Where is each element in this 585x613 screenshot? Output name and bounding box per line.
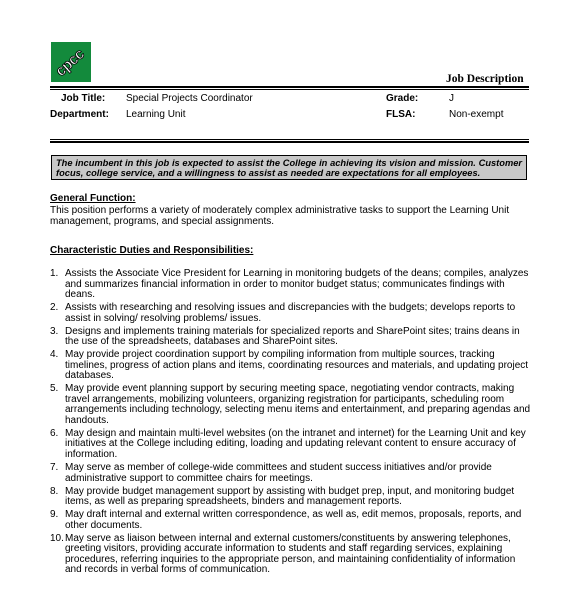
- item-number: 10.: [50, 532, 64, 544]
- job-title-label: Job Title:: [61, 93, 106, 104]
- grade-value: J: [449, 93, 454, 104]
- item-text: Assists with researching and resolving issues and discrepancies with the budgets; develops reports to assist in solving/ resolving problems/ issues.: [65, 302, 516, 324]
- item-number: 4.: [50, 349, 59, 361]
- item-text: Assists the Associate Vice President for Learning in monitoring budgets of the deans; compiles, analyzes and summarizes financial information in order to monitor budget status; communicates findings with deans.: [65, 268, 529, 300]
- item-number: 3.: [50, 325, 59, 337]
- item-number: 6.: [50, 427, 59, 439]
- item-text: May design and maintain multi-level websites (on the intranet and internet) for the Learning Unit and key initiatives at the College including editing, loading and updating relevant content to ensure accuracy of information.: [65, 427, 526, 460]
- department-label: Department:: [50, 109, 109, 120]
- list-item: [50, 303, 532, 324]
- item-text: May serve as liaison between internal and external customers/constituents by answering telephones, greeting visitors, providing accurate information to students and staff regarding services, explaining procedures, referring inquiries to the appropriate person, and maintaining confidentiality of information and records in verbal forms of communication.: [65, 532, 516, 576]
- list-item: [50, 510, 532, 531]
- header-top-rule: [50, 86, 529, 88]
- header-bottom-rule: [50, 141, 529, 143]
- general-function-text: This position performs a variety of moderately complex administrative tasks to support the Learning Unit management, programs, and special assignments.: [50, 205, 510, 227]
- item-text: May provide event planning support by securing meeting space, negotiating vendor contracts, making travel arrangements, mobilizing volunteers, organizing registration for participants, scheduling room arrangements including technology, selecting menu items and entertainment, and preparing agendas and handouts.: [65, 383, 531, 426]
- item-text: Designs and implements training materials for specialized reports and SharePoint sites; trains deans in the use of the spreadsheets, databases and SharePoint sites.: [65, 325, 520, 348]
- item-number: 9.: [50, 509, 59, 521]
- logo-text: cpcc: [52, 45, 88, 80]
- item-text: May provide project coordination support by compiling information from multiple sources, tracking timelines, progress of action plans and items, coordinating resources and materials, and updating project databases.: [65, 349, 529, 382]
- grade-label: Grade:: [386, 93, 419, 104]
- logo-mark: [51, 42, 91, 82]
- document-title: Job Description: [446, 73, 524, 85]
- list-item: [50, 463, 532, 484]
- department-value: Learning Unit: [126, 109, 186, 120]
- item-number: 7.: [50, 462, 59, 474]
- college-logo: [51, 42, 91, 82]
- list-item: [50, 269, 532, 301]
- item-text: May provide budget management support by assisting with budget prep, input, and monitoring budget items, as well as preparing spreadsheets, binders and management reports.: [65, 485, 515, 508]
- duties-heading: Characteristic Duties and Responsibilities:: [50, 245, 254, 256]
- item-number: 8.: [50, 485, 59, 497]
- flsa-value: Non-exempt: [449, 109, 504, 120]
- item-text: May serve as member of college-wide committees and student success initiatives and/or provide administrative support to committee chairs for meetings.: [65, 462, 492, 484]
- flsa-label: FLSA:: [386, 109, 416, 120]
- duties-list: [50, 269, 532, 578]
- header-bottom-rule-thin: [50, 139, 529, 140]
- list-item: [50, 384, 532, 426]
- item-text: May draft internal and external written correspondence, as well as, edit memos, proposals, reports, and other documents.: [65, 509, 522, 531]
- list-item: [50, 350, 532, 382]
- list-item: [50, 327, 532, 348]
- general-function-heading: General Function:: [50, 193, 136, 204]
- item-number: 2.: [50, 302, 59, 314]
- header-top-rule-thin: [50, 89, 529, 90]
- item-number: 5.: [50, 383, 59, 395]
- list-item: [50, 429, 532, 461]
- mission-statement: The incumbent in this job is expected to assist the College in achieving its vision and mission. Customer focus, college service, and a willingness to assist as needed are expectations for all employees.: [51, 155, 527, 180]
- item-number: 1.: [50, 268, 59, 279]
- list-item: [50, 534, 532, 576]
- job-title-value: Special Projects Coordinator: [126, 93, 253, 104]
- list-item: [50, 487, 532, 508]
